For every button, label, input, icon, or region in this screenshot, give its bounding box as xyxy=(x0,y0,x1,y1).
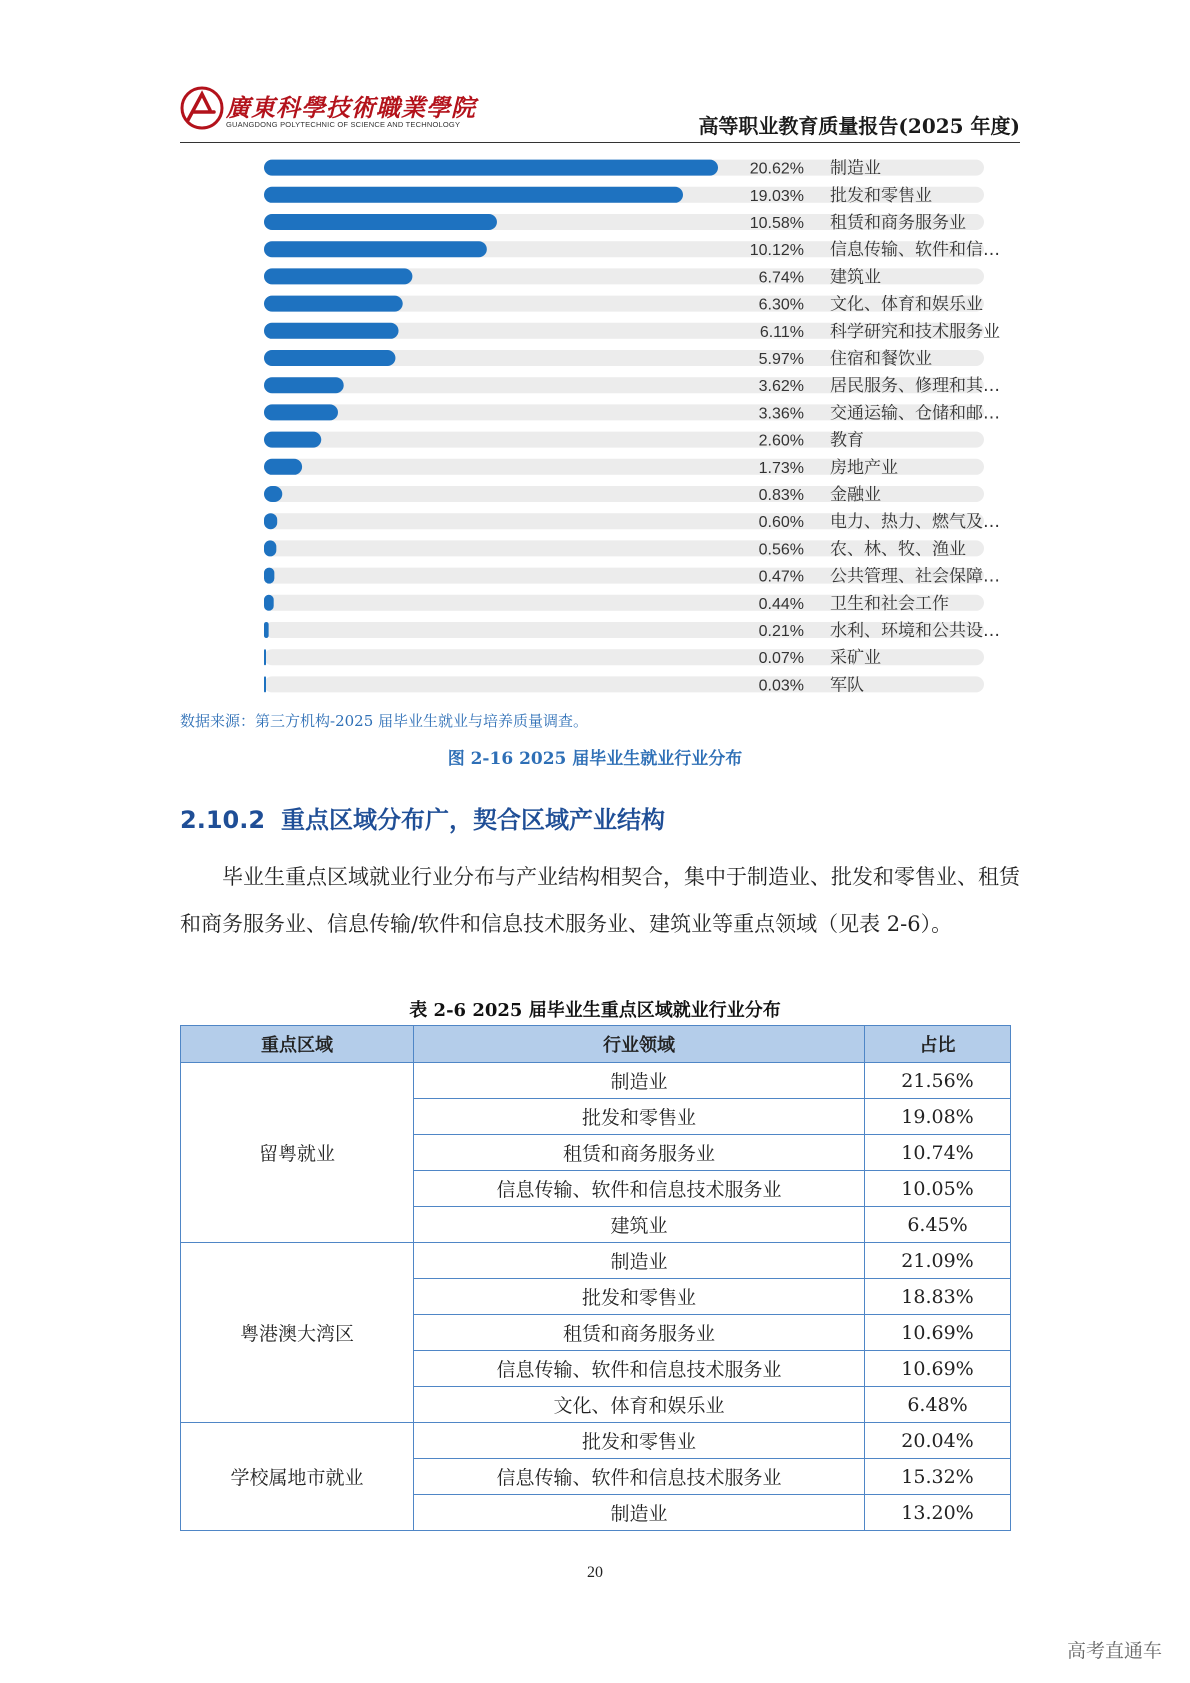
bar-6 xyxy=(264,296,403,312)
category-label: 农、林、牧、渔业 xyxy=(830,539,966,560)
category-label: 教育 xyxy=(830,430,864,451)
category-label: 建筑业 xyxy=(830,267,881,288)
regional-industry-table xyxy=(180,1025,1011,1531)
value-label: 0.47% xyxy=(758,568,804,586)
share-cell: 18.83% xyxy=(865,1279,1011,1315)
share-cell: 15.32% xyxy=(865,1459,1011,1495)
bar-7 xyxy=(264,323,399,339)
bar-19 xyxy=(264,649,266,665)
header-industry: 行业领域 xyxy=(414,1026,865,1063)
page-number: 20 xyxy=(587,1564,603,1581)
bar-10 xyxy=(264,404,338,420)
industry-cell: 租赁和商务服务业 xyxy=(414,1135,865,1171)
bar-5 xyxy=(264,268,412,284)
bar-2 xyxy=(264,187,683,203)
bar-3 xyxy=(264,214,497,230)
bar-14 xyxy=(264,513,277,529)
category-label: 文化、体育和娱乐业 xyxy=(830,294,983,315)
category-label: 交通运输、仓储和邮… xyxy=(830,403,1000,424)
category-label: 批发和零售业 xyxy=(830,185,932,206)
bar-4 xyxy=(264,241,487,257)
bar-track xyxy=(264,676,984,695)
bar-15 xyxy=(264,540,276,556)
value-label: 6.74% xyxy=(758,269,804,287)
bar-20 xyxy=(264,676,266,692)
section-heading xyxy=(180,800,665,835)
category-label: 电力、热力、燃气及… xyxy=(830,512,1000,533)
category-label: 公共管理、社会保障… xyxy=(830,566,1000,587)
industry-cell: 租赁和商务服务业 xyxy=(414,1315,865,1351)
industry-cell: 信息传输、软件和信息技术服务业 xyxy=(414,1171,865,1207)
value-label: 20.62% xyxy=(749,160,804,178)
value-label: 0.44% xyxy=(758,595,804,613)
share-cell: 21.56% xyxy=(865,1063,1011,1099)
category-label: 房地产业 xyxy=(830,457,898,478)
industry-cell: 批发和零售业 xyxy=(414,1099,865,1135)
value-label: 0.56% xyxy=(758,541,804,559)
value-label: 10.58% xyxy=(749,215,804,232)
bar-9 xyxy=(264,377,344,393)
value-label: 10.12% xyxy=(749,242,804,260)
category-label: 制造业 xyxy=(830,158,881,179)
body-paragraph: 毕业生重点区域就业行业分布与产业结构相契合，集中于制造业、批发和零售业、租赁和商务服务业、信息传输/软件和信息技术服务业、建筑业等重点领域（见表 2-6）。 xyxy=(180,865,1020,936)
share-cell: 10.69% xyxy=(865,1315,1011,1351)
figure-caption: 图 2-16 2025 届毕业生就业行业分布 xyxy=(447,749,743,769)
category-label: 信息传输、软件和信… xyxy=(830,240,1000,261)
school-logo-icon xyxy=(180,86,224,130)
category-label: 科学研究和技术服务业 xyxy=(830,321,1000,342)
category-label: 卫生和社会工作 xyxy=(830,593,949,614)
value-label: 0.60% xyxy=(758,514,804,532)
school-name-cn: 廣東科學技術職業學院 xyxy=(226,93,476,122)
category-label: 居民服务、修理和其… xyxy=(830,376,1000,397)
report-title: 高等职业教育质量报告(2025 年度) xyxy=(698,114,1020,138)
bar-1 xyxy=(264,160,718,176)
share-cell: 10.74% xyxy=(865,1135,1011,1171)
industry-cell: 制造业 xyxy=(414,1495,865,1531)
bar-12 xyxy=(264,459,302,475)
industry-cell: 制造业 xyxy=(414,1243,865,1279)
category-label: 军队 xyxy=(830,675,864,696)
category-label: 租赁和商务服务业 xyxy=(830,213,966,233)
industry-cell: 制造业 xyxy=(414,1063,865,1099)
share-cell: 21.09% xyxy=(865,1243,1011,1279)
share-cell: 6.45% xyxy=(865,1207,1011,1243)
bar-8 xyxy=(264,350,395,366)
category-label: 金融业 xyxy=(830,485,881,505)
value-label: 3.62% xyxy=(758,378,804,396)
value-label: 6.11% xyxy=(759,323,804,341)
share-cell: 6.48% xyxy=(865,1387,1011,1423)
region-cell: 学校属地市就业 xyxy=(181,1423,414,1531)
region-cell: 留粤就业 xyxy=(181,1063,414,1243)
region-cell: 粤港澳大湾区 xyxy=(181,1243,414,1423)
industry-cell: 建筑业 xyxy=(414,1207,865,1243)
bar-17 xyxy=(264,595,274,611)
section-title: 重点区域分布广，契合区域产业结构 xyxy=(281,806,666,834)
industry-cell: 批发和零售业 xyxy=(414,1423,865,1459)
value-label: 19.03% xyxy=(749,187,804,205)
bar-track xyxy=(264,432,984,448)
share-cell: 10.05% xyxy=(865,1171,1011,1207)
bar-chart-svg xyxy=(262,150,1002,698)
value-label: 3.36% xyxy=(758,405,804,423)
watermark: 高考直通车 xyxy=(1066,1640,1162,1662)
industry-cell: 批发和零售业 xyxy=(414,1279,865,1315)
share-cell: 19.08% xyxy=(865,1099,1011,1135)
value-label: 2.60% xyxy=(758,432,804,450)
bar-11 xyxy=(264,432,321,448)
share-cell: 13.20% xyxy=(865,1495,1011,1531)
table-row xyxy=(181,1423,1011,1459)
share-cell: 20.04% xyxy=(865,1423,1011,1459)
industry-cell: 信息传输、软件和信息技术服务业 xyxy=(414,1351,865,1387)
header-region: 重点区域 xyxy=(181,1026,414,1063)
industry-cell: 信息传输、软件和信息技术服务业 xyxy=(414,1459,865,1495)
table-row xyxy=(181,1063,1011,1099)
page-header xyxy=(180,86,1020,146)
bar-13 xyxy=(264,486,282,502)
share-cell: 10.69% xyxy=(865,1351,1011,1387)
header-share: 占比 xyxy=(865,1026,1011,1063)
value-label: 1.73% xyxy=(758,459,804,477)
school-name-en: GUANGDONG POLYTECHNIC OF SCIENCE AND TECHNOLOGY xyxy=(226,120,461,129)
value-label: 6.30% xyxy=(758,296,804,314)
value-label: 0.07% xyxy=(758,650,804,668)
figure-source: 数据来源：第三方机构-2025 届毕业生就业与培养质量调查。 xyxy=(180,712,589,730)
category-label: 住宿和餐饮业 xyxy=(830,349,932,369)
industry-cell: 文化、体育和娱乐业 xyxy=(414,1387,865,1423)
value-label: 5.97% xyxy=(758,351,804,368)
industry-distribution-chart xyxy=(262,150,1002,698)
table-caption: 表 2-6 2025 届毕业生重点区域就业行业分布 xyxy=(409,1000,781,1021)
value-label: 0.21% xyxy=(758,623,804,640)
table-row xyxy=(181,1243,1011,1279)
value-label: 0.83% xyxy=(758,487,804,504)
value-label: 0.03% xyxy=(758,677,804,695)
header-divider xyxy=(180,142,1020,143)
section-number: 2.10.2 xyxy=(180,806,266,834)
category-label: 采矿业 xyxy=(830,648,881,669)
bar-16 xyxy=(264,568,274,584)
bar-18 xyxy=(264,622,269,638)
category-label: 水利、环境和公共设… xyxy=(830,621,1000,641)
table-header-row xyxy=(181,1026,1011,1063)
